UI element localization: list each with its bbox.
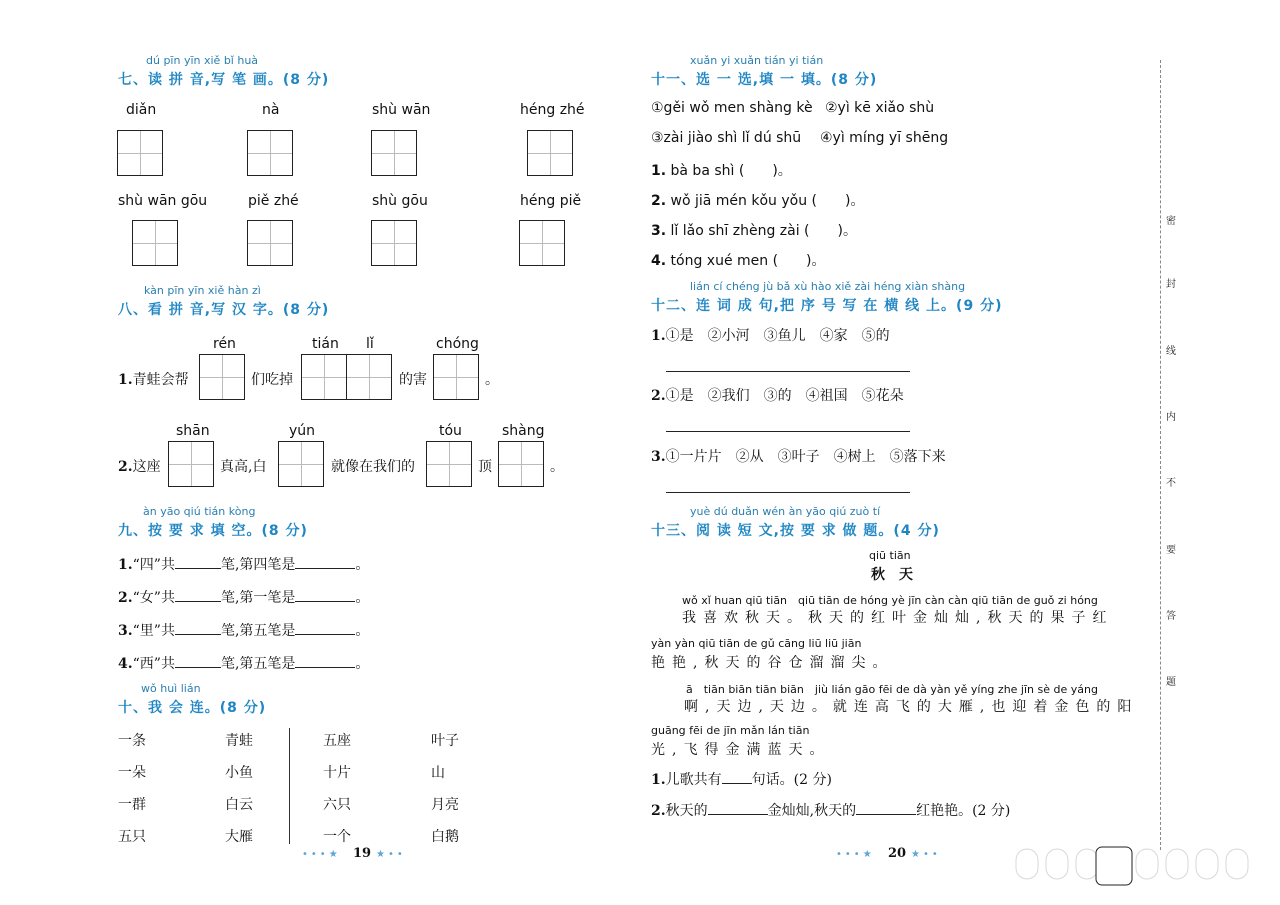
q-number: 2. bbox=[118, 590, 133, 606]
sec9-title: 九、按 要 求 填 空。(8 分) bbox=[118, 523, 308, 539]
sentence-text: 。 bbox=[550, 459, 564, 475]
q-number: 1. bbox=[118, 557, 133, 573]
fill-item bbox=[118, 620, 369, 640]
option: ①gěi wǒ men shàng kè bbox=[651, 100, 813, 116]
sec11-pinyin: xuǎn yi xuǎn tián yi tián bbox=[690, 54, 824, 67]
writing-box[interactable] bbox=[301, 354, 347, 400]
story-line: 啊,天边,天边。就连高飞的大雁,也迎着金色的阳 bbox=[684, 699, 1139, 715]
match-item[interactable]: 六只 bbox=[323, 797, 351, 813]
blank[interactable] bbox=[295, 554, 355, 569]
story-title-pinyin: qiū tiān bbox=[869, 549, 911, 562]
writing-box[interactable] bbox=[371, 220, 417, 266]
writing-box[interactable] bbox=[278, 441, 324, 487]
choice-item bbox=[651, 250, 826, 270]
char-pinyin: shān bbox=[176, 423, 210, 439]
char-pinyin: rén bbox=[213, 336, 236, 352]
sentence-text: 们吃掉 bbox=[251, 372, 293, 388]
sec10-title: 十、我 会 连。(8 分) bbox=[118, 700, 267, 716]
sec13-pinyin: yuè dú duǎn wén àn yāo qiú zuò tí bbox=[690, 505, 881, 518]
sentence-text: 这座 bbox=[132, 459, 161, 475]
fill-text: 笔,第一笔是 bbox=[220, 590, 296, 606]
q-number: 2. bbox=[651, 388, 666, 404]
match-item[interactable]: 小鱼 bbox=[225, 765, 253, 781]
q-number: 3. bbox=[651, 223, 667, 239]
match-item[interactable]: 一个 bbox=[323, 829, 351, 845]
fill-text: 。 bbox=[355, 656, 370, 672]
page-deco-stars: ★•• bbox=[911, 849, 941, 860]
char-pinyin: lǐ bbox=[366, 336, 374, 352]
seal-char: 题 bbox=[1166, 677, 1176, 688]
fill-text: “四”共 bbox=[132, 557, 175, 573]
option: ③zài jiào shì lǐ dú shū bbox=[651, 130, 802, 146]
choice-item bbox=[651, 220, 857, 240]
match-item[interactable]: 五座 bbox=[323, 733, 351, 749]
match-item[interactable]: 白云 bbox=[225, 797, 253, 813]
reading-question bbox=[651, 800, 1010, 820]
blank[interactable] bbox=[295, 620, 355, 635]
fill-text: 。 bbox=[355, 623, 370, 639]
char-pinyin: tóu bbox=[439, 423, 462, 439]
q-number: 1. bbox=[651, 772, 666, 788]
story-line: 光,飞得金满蓝天。 bbox=[651, 742, 831, 758]
fill-item bbox=[118, 653, 369, 673]
answer-line[interactable] bbox=[666, 431, 910, 432]
char-pinyin: chóng bbox=[436, 336, 479, 352]
blank[interactable] bbox=[722, 769, 752, 784]
fill-text: 笔,第五笔是 bbox=[220, 623, 296, 639]
sec10-pinyin: wǒ huì lián bbox=[141, 682, 201, 695]
story-title: 秋 天 bbox=[871, 567, 913, 583]
writing-box[interactable] bbox=[426, 441, 472, 487]
match-item[interactable]: 山 bbox=[431, 765, 445, 781]
seal-char: 线 bbox=[1166, 346, 1176, 357]
writing-box[interactable] bbox=[371, 130, 417, 176]
stroke-label: shù wān bbox=[372, 102, 431, 118]
page-deco-stars: •••★ bbox=[302, 849, 341, 860]
fill-text: 。 bbox=[355, 590, 370, 606]
sentence-text: 真高,白 bbox=[220, 459, 267, 475]
story-pinyin: guāng fēi de jīn mǎn lán tiān bbox=[651, 724, 810, 737]
char-pinyin: yún bbox=[289, 423, 316, 439]
writing-box[interactable] bbox=[247, 220, 293, 266]
fill-text: “西”共 bbox=[132, 656, 175, 672]
blank[interactable] bbox=[295, 587, 355, 602]
sec8-pinyin: kàn pīn yīn xiě hàn zì bbox=[144, 284, 261, 297]
question-text: 金灿灿,秋天的 bbox=[767, 803, 857, 819]
stroke-label: diǎn bbox=[126, 102, 157, 118]
answer-line[interactable] bbox=[666, 492, 910, 493]
q-number: 1. bbox=[651, 328, 666, 344]
match-item[interactable]: 白鹅 bbox=[431, 829, 459, 845]
story-line: 我喜欢秋天。秋天的红叶金灿灿,秋天的果子红 bbox=[682, 610, 1114, 626]
question-text: 儿歌共有 bbox=[665, 772, 722, 788]
sec7-pinyin: dú pīn yīn xiě bǐ huà bbox=[146, 54, 259, 67]
seal-line bbox=[1160, 60, 1161, 850]
reading-question bbox=[651, 769, 832, 789]
sentence-text: 。 bbox=[485, 372, 499, 388]
stroke-label: shù wān gōu bbox=[118, 193, 208, 209]
blank[interactable] bbox=[708, 800, 768, 815]
seal-char: 内 bbox=[1166, 412, 1176, 423]
choice-text[interactable]: lǐ lǎo shī zhèng zài ( )。 bbox=[670, 223, 857, 239]
blank[interactable] bbox=[175, 653, 221, 668]
seal-char: 要 bbox=[1166, 545, 1176, 556]
answer-line[interactable] bbox=[666, 371, 910, 372]
page-deco-stars: ★•• bbox=[376, 849, 406, 860]
char-pinyin: shàng bbox=[502, 423, 545, 439]
story-pinyin: ā tiān biān tiān biān jiù lián gāo fēi de dà yàn yě yíng zhe jīn sè de yáng bbox=[686, 683, 1098, 696]
match-item[interactable]: 五只 bbox=[118, 829, 146, 845]
sec9-pinyin: àn yāo qiú tián kòng bbox=[143, 505, 256, 518]
choice-item bbox=[651, 160, 792, 180]
sentence-text: 青蛙会帮 bbox=[132, 372, 189, 388]
choice-text[interactable]: bà ba shì ( )。 bbox=[670, 163, 792, 179]
page-number: 19 bbox=[353, 846, 372, 861]
sec7-title: 七、读 拼 音,写 笔 画。(8 分) bbox=[118, 72, 330, 88]
story-pinyin: yàn yàn qiū tiān de gǔ cāng liū liū jiān bbox=[651, 637, 862, 650]
writing-box[interactable] bbox=[247, 130, 293, 176]
q-number: 2. bbox=[651, 803, 666, 819]
blank[interactable] bbox=[175, 587, 221, 602]
sentence-text: 的害 bbox=[399, 372, 427, 388]
page-number: 20 bbox=[888, 846, 907, 861]
writing-box[interactable] bbox=[199, 354, 245, 400]
question-text: 句话。(2 分) bbox=[751, 772, 832, 788]
writing-box[interactable] bbox=[527, 130, 573, 176]
sec12-title: 十二、连 词 成 句,把 序 号 写 在 横 线 上。(9 分) bbox=[651, 298, 1003, 314]
fill-item bbox=[118, 587, 369, 607]
word-list: ①是 ②小河 ③鱼儿 ④家 ⑤的 bbox=[665, 328, 890, 344]
sec8-title: 八、看 拼 音,写 汉 字。(8 分) bbox=[118, 302, 330, 318]
question-text: 红艳艳。(2 分) bbox=[916, 803, 1011, 819]
seal-char: 密 bbox=[1166, 216, 1176, 227]
match-item[interactable]: 一朵 bbox=[118, 765, 146, 781]
option: ④yì míng yī shēng bbox=[820, 130, 949, 146]
stroke-label: héng piě bbox=[520, 193, 582, 209]
seal-char: 答 bbox=[1166, 611, 1176, 622]
q-number: 2. bbox=[651, 193, 667, 209]
match-item[interactable]: 一条 bbox=[118, 733, 146, 749]
blank[interactable] bbox=[175, 554, 221, 569]
q-number: 3. bbox=[651, 449, 666, 465]
match-item[interactable]: 青蛙 bbox=[225, 733, 253, 749]
story-pinyin: wǒ xǐ huan qiū tiān qiū tiān de hóng yè jīn càn càn qiū tiān de guǒ zi hóng bbox=[682, 594, 1098, 607]
stroke-label: nà bbox=[262, 102, 280, 118]
sentence-text: 就像在我们的 bbox=[331, 459, 415, 475]
fill-text: 。 bbox=[355, 557, 370, 573]
match-item[interactable]: 十片 bbox=[323, 765, 351, 781]
sec13-title: 十三、阅 读 短 文,按 要 求 做 题。(4 分) bbox=[651, 523, 940, 539]
choice-text[interactable]: tóng xué men ( )。 bbox=[670, 253, 826, 269]
fill-text: 笔,第四笔是 bbox=[220, 557, 296, 573]
fill-text: “里”共 bbox=[132, 623, 175, 639]
writing-box[interactable] bbox=[498, 441, 544, 487]
q-number: 4. bbox=[118, 656, 133, 672]
option: ②yì kē xiǎo shù bbox=[825, 100, 935, 116]
char-pinyin: tián bbox=[312, 336, 339, 352]
word-list: ①一片片 ②从 ③叶子 ④树上 ⑤落下来 bbox=[665, 449, 946, 465]
writing-box[interactable] bbox=[132, 220, 178, 266]
match-item[interactable]: 月亮 bbox=[431, 797, 459, 813]
q-number: 1. bbox=[651, 163, 667, 179]
sec12-pinyin: lián cí chéng jù bǎ xù hào xiě zài héng xiàn shàng bbox=[690, 280, 966, 293]
question-text: 秋天的 bbox=[665, 803, 708, 819]
story-line: 艳艳,秋天的谷仓溜溜尖。 bbox=[651, 655, 894, 671]
word-item bbox=[651, 325, 890, 345]
page-deco-stars: •••★ bbox=[836, 849, 875, 860]
seal-char: 不 bbox=[1166, 478, 1176, 489]
stroke-label: héng zhé bbox=[520, 102, 585, 118]
column-divider bbox=[289, 728, 290, 844]
match-item[interactable]: 一群 bbox=[118, 797, 146, 813]
writing-box[interactable] bbox=[346, 354, 392, 400]
blank[interactable] bbox=[856, 800, 916, 815]
blank[interactable] bbox=[295, 653, 355, 668]
q-number: 3. bbox=[118, 623, 133, 639]
word-item bbox=[651, 446, 946, 466]
writing-box[interactable] bbox=[117, 130, 163, 176]
watermark-logo bbox=[1012, 843, 1252, 889]
fill-text: “女”共 bbox=[132, 590, 175, 606]
writing-box[interactable] bbox=[433, 354, 479, 400]
q-number: 4. bbox=[651, 253, 667, 269]
writing-box[interactable] bbox=[519, 220, 565, 266]
q-number: 2. bbox=[118, 459, 133, 475]
writing-box[interactable] bbox=[168, 441, 214, 487]
seal-char: 封 bbox=[1166, 279, 1176, 290]
q-number: 1. bbox=[118, 372, 133, 388]
blank[interactable] bbox=[175, 620, 221, 635]
fill-item bbox=[118, 554, 369, 574]
sec11-title: 十一、选 一 选,填 一 填。(8 分) bbox=[651, 72, 878, 88]
word-item bbox=[651, 385, 904, 405]
stroke-label: shù gōu bbox=[372, 193, 428, 209]
sentence-text: 顶 bbox=[478, 459, 492, 475]
match-item[interactable]: 叶子 bbox=[431, 733, 459, 749]
stroke-label: piě zhé bbox=[248, 193, 299, 209]
choice-item bbox=[651, 190, 864, 210]
choice-text[interactable]: wǒ jiā mén kǒu yǒu ( )。 bbox=[670, 193, 865, 209]
fill-text: 笔,第五笔是 bbox=[220, 656, 296, 672]
match-item[interactable]: 大雁 bbox=[225, 829, 253, 845]
word-list: ①是 ②我们 ③的 ④祖国 ⑤花朵 bbox=[665, 388, 904, 404]
